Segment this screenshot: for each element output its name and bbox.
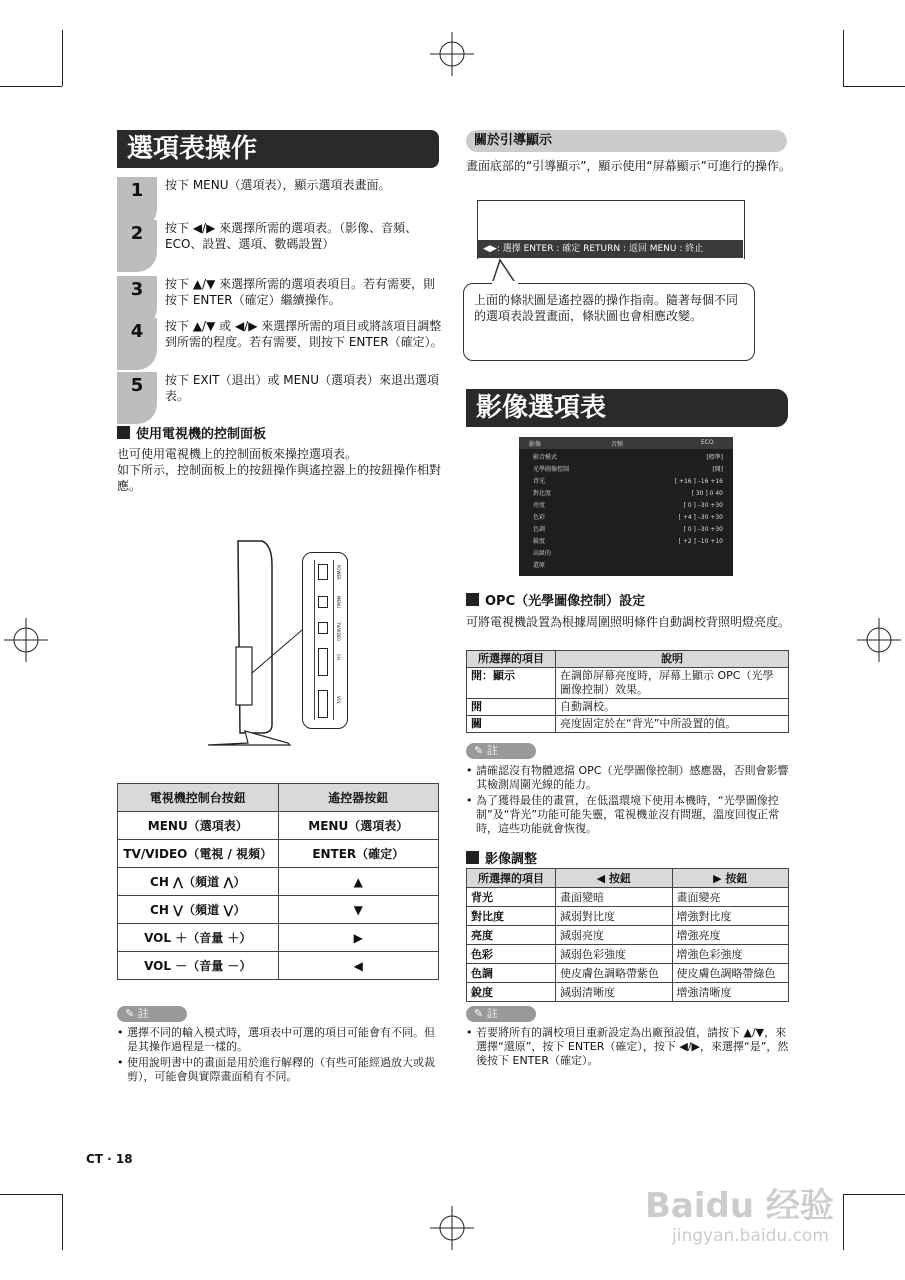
watermark-brand: Baidu 经验 <box>645 1186 834 1226</box>
table-header: 說明 <box>556 651 789 668</box>
table-cell: 亮度 <box>467 926 556 945</box>
table-row <box>467 926 789 945</box>
trim-mark <box>843 30 844 86</box>
table-header: 所選擇的項目 <box>467 869 556 888</box>
table-header: 遙控器按鈕 <box>278 784 439 812</box>
step-number: 5 <box>117 372 157 424</box>
table-cell: 背光 <box>467 888 556 907</box>
channel-rocker[interactable] <box>318 648 328 676</box>
menu-row[interactable]: 色彩 [ +4 ] –30 +30 <box>533 514 723 521</box>
tv-label-vol: VOL <box>336 696 341 705</box>
menu-row[interactable]: 亮度 [ 0 ] –30 +30 <box>533 502 723 509</box>
table-row <box>118 812 439 840</box>
table-cell: 減弱對比度 <box>556 907 673 926</box>
note-badge: ✎ 註 <box>466 743 536 759</box>
note-badge: ✎ 註 <box>117 1006 187 1022</box>
panel-para-1: 也可使用電視機上的控制面板來操控選項表。 <box>117 447 358 461</box>
list-item: • 請確認沒有物體遮擋 OPC（光學圖像控制）感應器，否則會影響其檢測周圍光線的能力。 <box>466 764 789 791</box>
tv-video-button[interactable] <box>318 622 328 634</box>
table-cell: ENTER（確定） <box>278 840 439 868</box>
tv-label-tvvideo: TV/VIDEO <box>336 622 341 642</box>
registration-mark-icon <box>430 32 474 76</box>
tv-label-ch: CH <box>336 654 341 660</box>
page-number: CT · 18 <box>86 1152 133 1166</box>
menu-button[interactable] <box>318 596 328 608</box>
control-mapping-table <box>117 783 439 980</box>
table-header: ▶ 按鈕 <box>672 869 789 888</box>
picture-menu-title: 影像選項表 <box>466 389 788 427</box>
step-number: 3 <box>117 276 157 328</box>
adjust-heading: 影像調整 <box>466 848 537 867</box>
guide-heading: 關於引導顯示 <box>466 130 787 152</box>
table-cell: 關 <box>467 716 556 733</box>
menu-tabs <box>519 437 733 449</box>
table-header: 電視機控制台按鈕 <box>118 784 279 812</box>
note-badge: ✎ 註 <box>466 1006 536 1022</box>
page-title: 選項表操作 <box>117 130 439 168</box>
menu-row[interactable]: 背光 [ +16 ] –16 +16 <box>533 478 723 485</box>
opc-heading: OPC（光學圖像控制）設定 <box>466 590 645 609</box>
table-row <box>118 924 439 952</box>
tab-eco[interactable]: ECO <box>701 439 714 446</box>
step-number: 1 <box>117 177 157 229</box>
table-cell: CH ⋀（頻道 ⋀） <box>118 868 279 896</box>
tv-label-power: POWER <box>336 565 341 580</box>
table-row <box>118 840 439 868</box>
table-cell: 開 <box>467 699 556 716</box>
table-header-row <box>467 651 789 668</box>
table-cell: 色彩 <box>467 945 556 964</box>
trim-mark <box>0 1194 62 1195</box>
table-cell: 色調 <box>467 964 556 983</box>
menu-row[interactable]: 高級的 <box>533 550 552 557</box>
table-cell: 減弱清晰度 <box>556 983 673 1002</box>
table-cell: VOL －（音量 －） <box>118 952 279 980</box>
opc-table <box>466 650 789 733</box>
step-number: 2 <box>117 220 157 272</box>
power-button[interactable] <box>318 564 328 580</box>
volume-rocker[interactable] <box>318 690 328 718</box>
menu-row[interactable]: 還原 <box>533 562 546 569</box>
step-text: 按下 ◀/▶ 來選擇所需的選項表。（影像、音頻、ECO、設置、選項、數碼設置） <box>165 221 418 251</box>
registration-mark-icon <box>430 1206 474 1250</box>
tab-picture[interactable]: 影像 <box>529 441 542 448</box>
menu-row[interactable]: 色調 [ 0 ] –30 +30 <box>533 526 723 533</box>
table-cell: ◀ <box>278 952 439 980</box>
tv-label-menu: MENU <box>336 596 341 608</box>
picture-menu-screenshot <box>519 437 733 576</box>
paperclip-icon: ✎ <box>474 1007 487 1020</box>
table-row <box>467 964 789 983</box>
paperclip-icon: ✎ <box>125 1007 138 1020</box>
registration-mark-icon <box>857 618 901 662</box>
table-row <box>467 945 789 964</box>
adjust-notes <box>466 1026 791 1070</box>
table-cell: MENU（選項表） <box>118 812 279 840</box>
table-cell: ▼ <box>278 896 439 924</box>
table-row <box>467 699 789 716</box>
square-bullet-icon <box>117 426 130 439</box>
table-cell: TV/VIDEO（電視 / 視頻） <box>118 840 279 868</box>
table-header: 所選擇的項目 <box>467 651 556 668</box>
adjust-table <box>466 868 789 1002</box>
list-item: • 使用說明書中的畫面是用於進行解釋的（有些可能經過放大或裁剪），可能會與實際畫面稍有不同。 <box>117 1056 435 1083</box>
table-row <box>467 983 789 1002</box>
table-row <box>467 888 789 907</box>
table-header: ◀ 按鈕 <box>556 869 673 888</box>
table-cell: 對比度 <box>467 907 556 926</box>
table-cell: 增強色彩強度 <box>672 945 789 964</box>
menu-row[interactable]: 對比度 [ 30 ] 0 40 <box>533 490 723 497</box>
table-row <box>118 896 439 924</box>
table-row <box>118 952 439 980</box>
square-bullet-icon <box>466 593 479 606</box>
table-cell: 減弱亮度 <box>556 926 673 945</box>
square-bullet-icon <box>466 851 479 864</box>
registration-mark-icon <box>4 618 48 662</box>
step-number: 4 <box>117 318 157 370</box>
table-cell: ▶ <box>278 924 439 952</box>
trim-mark <box>843 1194 844 1250</box>
table-cell: 使皮膚色調略帶紫色 <box>556 964 673 983</box>
step-4 <box>117 318 447 370</box>
guide-callout: 上面的條狀圖是遙控器的操作指南。隨著每個不同的選項表設置畫面，條狀圖也會相應改變。 <box>463 283 755 361</box>
table-header-row <box>467 869 789 888</box>
table-cell: ▲ <box>278 868 439 896</box>
table-cell: 在調節屏幕亮度時，屏幕上顯示 OPC（光學圖像控制）效果。 <box>556 668 789 699</box>
step-text: 按下 ▲/▼ 或 ◀/▶ 來選擇所需的項目或將該項目調整到所需的程度。若有需要，則按下 ENTER（確定）。 <box>165 319 443 349</box>
trim-mark <box>843 1194 905 1195</box>
table-cell: 增強亮度 <box>672 926 789 945</box>
table-row <box>467 668 789 699</box>
guide-para: 畫面底部的“引導顯示”，顯示使用“屏幕顯示”可進行的操作。 <box>466 159 791 173</box>
tab-audio[interactable]: 音頻 <box>611 441 624 448</box>
table-cell: CH ⋁（頻道 ⋁） <box>118 896 279 924</box>
trim-mark <box>0 86 62 87</box>
table-row <box>467 907 789 926</box>
table-cell: 銳度 <box>467 983 556 1002</box>
table-row <box>467 716 789 733</box>
table-cell: 畫面變暗 <box>556 888 673 907</box>
table-cell: 增強清晰度 <box>672 983 789 1002</box>
table-header-row <box>118 784 439 812</box>
table-cell: 減弱色彩強度 <box>556 945 673 964</box>
table-cell: MENU（選項表） <box>278 812 439 840</box>
table-cell: 自動調校。 <box>556 699 789 716</box>
step-text: 按下 EXIT（退出）或 MENU（選項表）來退出選項表。 <box>165 373 439 403</box>
callout-pointer-cover <box>492 281 518 285</box>
table-row <box>118 868 439 896</box>
paperclip-icon: ✎ <box>474 744 487 757</box>
panel-para-2: 如下所示，控制面板上的按鈕操作與遙控器上的按鈕操作相對應。 <box>117 463 442 493</box>
step-text: 按下 MENU（選項表），顯示選項表畫面。 <box>165 178 391 192</box>
step-text: 按下 ▲/▼ 來選擇所需的選項表項目。若有需要，則按下 ENTER（確定）繼續操作。 <box>165 277 436 307</box>
opc-para: 可將電視機設置為根據周圍照明條件自動調校背照明燈亮度。 <box>466 615 791 629</box>
table-cell: 開：顯示 <box>467 668 556 699</box>
section-heading: 使用電視機的控制面板 <box>117 423 266 442</box>
menu-row[interactable]: 影音模式 [標準] <box>533 454 723 461</box>
list-item: • 若要將所有的調校項目重新設定為出廠預設值，請按下 ▲/▼，來選擇“還原”，按下 ENTER（確定），按下 ◀/▶，來選擇“是”，然後按下 ENTER（確定）。 <box>466 1026 789 1067</box>
trim-mark <box>62 1194 63 1250</box>
list-item: • 選擇不同的輸入模式時，選項表中可選的項目可能會有不同。但是其操作過程是一樣的。 <box>117 1026 435 1053</box>
trim-mark <box>62 30 63 86</box>
watermark-url: jingyan.baidu.com <box>672 1226 829 1246</box>
trim-mark <box>843 86 905 87</box>
step-2 <box>117 220 447 272</box>
table-cell: 亮度固定於在“背光”中所設置的值。 <box>556 716 789 733</box>
table-cell: VOL ＋（音量 ＋） <box>118 924 279 952</box>
table-cell: 使皮膚色調略帶綠色 <box>672 964 789 983</box>
table-cell: 畫面變亮 <box>672 888 789 907</box>
table-cell: 增強對比度 <box>672 907 789 926</box>
opc-notes <box>466 764 791 838</box>
left-notes <box>117 1026 442 1086</box>
step-5 <box>117 372 447 424</box>
menu-row[interactable]: 光學圖像控制 [開] <box>533 466 723 473</box>
menu-row[interactable]: 銳度 [ +2 ] –10 +10 <box>533 538 723 545</box>
list-item: • 為了獲得最佳的畫質，在低溫環境下使用本機時，“光學圖像控制”及“背光”功能可能失靈，電視機並沒有問題，溫度回復正常時，這些功能就會恢復。 <box>466 794 780 835</box>
guide-bar: ◀▶: 選擇 ENTER : 確定 RETURN : 返回 MENU : 終止 <box>477 240 743 258</box>
